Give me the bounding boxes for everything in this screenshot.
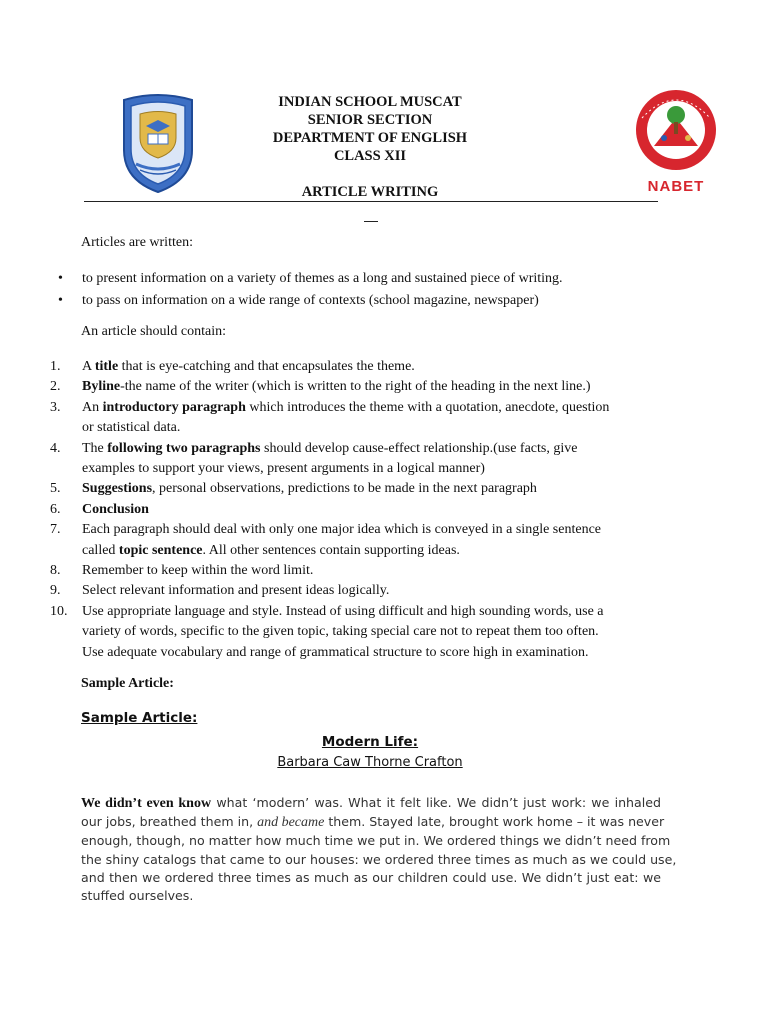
- purpose-bullet-list: [56, 268, 696, 312]
- bullet-dot-icon: •: [58, 271, 63, 286]
- article-body-paragraph: We didn’t even know what ‘modern’ was. What it felt like. We didn’t just work: we inhaled our jobs, breathed them in, and became them. Stayed late, brought work home – it was never enough, though, no matter how much time we put in. We ordered things we didn’t need from the shiny catalogs that came to our houses: we ordered three times as much as we could use, and then we ordered three times as much as our children could use. We didn’t just eat: we stuffed ourselves.: [81, 795, 677, 904]
- sample-article-heading: Sample Article:: [81, 676, 174, 691]
- header-rule: [84, 201, 658, 202]
- sample-article-subheading: Sample Article:: [81, 710, 198, 726]
- list-item: 10. Use appropriate language and style. Instead of using difficult and high sounding words, use a variety of words, specific to the given topic, taking special care not to repeat them too often. Use adequate vocabulary and range of grammatical structure to score high in examination.: [50, 603, 604, 660]
- document-header: [200, 93, 540, 201]
- section-name: SENIOR SECTION: [307, 112, 433, 128]
- list-item: 6. Conclusion: [50, 501, 149, 517]
- list-item: 3. An introductory paragraph which introduces the theme with a quotation, anecdote, question or statistical data.: [50, 399, 610, 436]
- list-item: 5. Suggestions, personal observations, predictions to be made in the next paragraph: [50, 481, 537, 497]
- list-item: 9. Select relevant information and present ideas logically.: [50, 583, 390, 599]
- bullet-item: • to present information on a variety of themes as a long and sustained piece of writing.: [56, 268, 696, 290]
- school-crest-logo: [118, 92, 198, 194]
- article-lead-phrase: We didn’t even know: [81, 796, 212, 811]
- article-title: Modern Life:: [321, 734, 419, 750]
- bullet-dot-icon: •: [58, 293, 63, 308]
- school-name: INDIAN SCHOOL MUSCAT: [278, 94, 462, 110]
- list-item: 1. A title that is eye-catching and that encapsulates the theme.: [50, 359, 415, 374]
- class-name: CLASS XII: [333, 148, 407, 164]
- article-contain-label: An article should contain:: [81, 324, 227, 339]
- header-rule-tail: [364, 221, 378, 222]
- article-contents-list: [50, 357, 700, 663]
- list-item: 7. Each paragraph should deal with only one major idea which is conveyed in a single sentence called topic sentence. All other sentences contain supporting ideas.: [50, 522, 601, 558]
- list-item: 8. Remember to keep within the word limit.: [50, 563, 314, 579]
- document-topic: ARTICLE WRITING: [301, 184, 439, 200]
- bullet-item: • to pass on information on a wide range of contexts (school magazine, newspaper): [56, 290, 696, 312]
- department-name: DEPARTMENT OF ENGLISH: [272, 130, 468, 146]
- article-byline: Barbara Caw Thorne Crafton: [277, 755, 463, 770]
- nabet-brand-text: NABET: [647, 178, 705, 195]
- list-item: 2. Byline-the name of the writer (which is written to the right of the heading in the next line.): [50, 379, 591, 395]
- articles-written-label: Articles are written:: [81, 235, 193, 250]
- nabet-quality-logo: [634, 88, 718, 196]
- list-item: 4. The following two paragraphs should develop cause-effect relationship.(use facts, give examples to support your views, present arguments in a logical manner): [50, 440, 578, 477]
